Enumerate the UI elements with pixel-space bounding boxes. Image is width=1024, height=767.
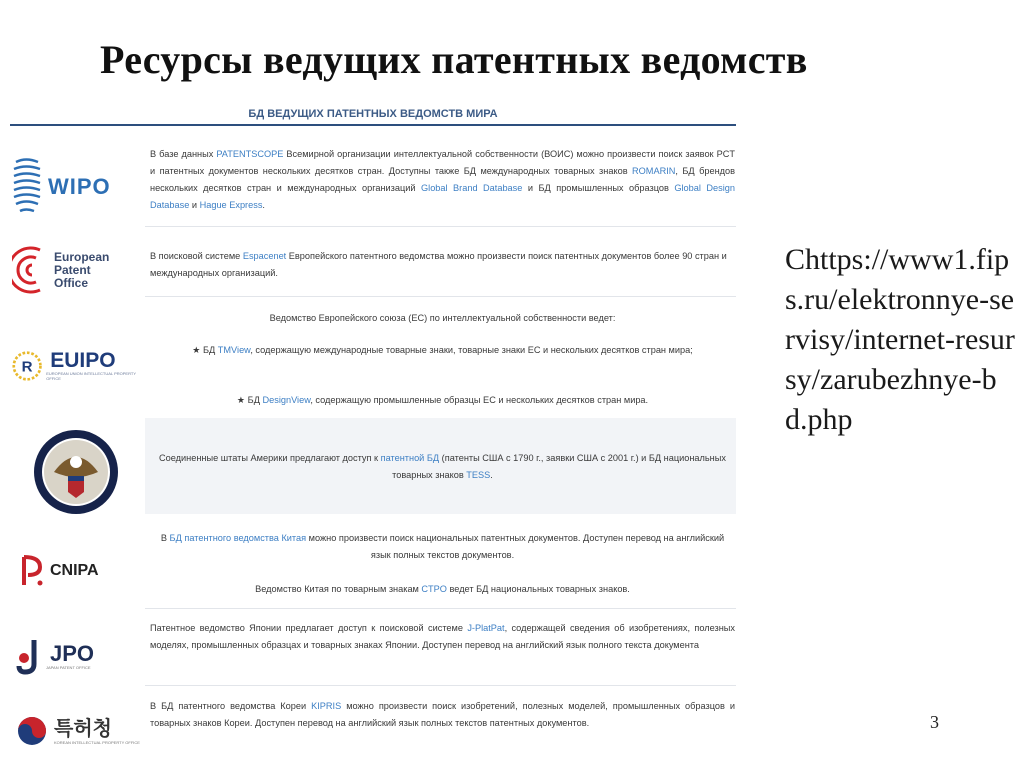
kipris-link[interactable]: KIPRIS [311, 701, 342, 711]
star-bullet-icon: ★ БД [236, 395, 263, 405]
patentscope-link[interactable]: PATENTSCOPE [216, 149, 284, 159]
epo-text-2: Европейского патентного ведомства можно произвести поиск патентных документов более 90 стран и международных организаций. [150, 251, 727, 278]
euipo-subtitle: EUROPEAN UNION INTELLECTUAL PROPERTY OFFICE [46, 371, 136, 381]
j-platpat-link[interactable]: J-PlatPat [467, 623, 505, 633]
kipo-emblem-icon [16, 715, 48, 747]
euipo-item-tmview [150, 342, 735, 359]
cnipa-tm-text-2: ведет БД национальных товарных знаков. [446, 584, 630, 594]
jpo-description [150, 620, 735, 654]
epo-logo [12, 238, 140, 302]
source-url[interactable]: Chttps://www1.fips.ru/elektronnye-servisy/internet-resursy/zarubezhnye-bd.php [785, 243, 1015, 436]
epo-word-2: Patent [54, 262, 91, 277]
euipo-wordmark: EUIPO [50, 349, 116, 372]
jpo-text-2: , содержащей сведения об изобретениях, полезных моделях, промышленных образцах и товарных знаках Японии. Доступен перевод на английский язык полного текста документа [150, 623, 735, 650]
euipo-intro: Ведомство Европейского союза (ЕС) по интеллектуальной собственности ведет: [269, 313, 616, 323]
uspto-description [150, 450, 735, 484]
epo-text-1: В поисковой системе [150, 251, 243, 261]
euipo-emblem-icon [12, 349, 42, 383]
espacenet-link[interactable]: Espacenet [242, 251, 287, 261]
svg-text:R: R [21, 358, 33, 376]
row-separator [145, 608, 736, 609]
kipo-text-2: можно произвести поиск изобретений, полезных моделей, промышленных образцов и товарных знаков Кореи. Доступен перевод на английский язык полных текстов патентных документов. [150, 701, 735, 728]
wipo-text-3: , БД брендов нескольких десятков стран и международных организаций [150, 166, 735, 193]
jpo-subtitle: JAPAN PATENT OFFICE [46, 664, 91, 670]
wipo-description [150, 146, 735, 214]
wipo-text-1: В базе данных [150, 149, 217, 159]
wipo-text-6: . [262, 200, 265, 210]
euipo-logo [12, 336, 140, 396]
cnipa-description [150, 530, 735, 564]
row-separator [145, 296, 736, 297]
global-design-database-link[interactable]: Global Design Database [150, 183, 735, 210]
cnipa-text-2: можно произвести поиск национальных патентных документов. Доступен перевод на английский язык полных текстов документов. [306, 533, 725, 560]
screenshot-header-rule [10, 124, 736, 126]
slide-title: Ресурсы ведущих патентных ведомств [100, 37, 808, 82]
uspto-seal-icon [32, 428, 120, 516]
cnipa-tm-text-1: Ведомство Китая по товарным знакам [255, 584, 422, 594]
wipo-text-2: Всемирной организации интеллектуальной собственности (ВОИС) можно произвести поиск заявок PCT и патентных документов нескольких десятков стран. Доступны также БД международных товарных знаков [150, 149, 735, 176]
cnipa-emblem-icon [20, 553, 46, 589]
uspto-text-2: (патенты США с 1790 г., заявки США с 2001 г.) и БД национальных товарных знаков [392, 453, 726, 480]
wipo-text-5: и [189, 200, 200, 210]
hague-express-link[interactable]: Hague Express [199, 200, 263, 210]
uspto-text-3: . [490, 470, 493, 480]
epo-word-1: European [54, 249, 110, 264]
euipo-item-designview [150, 392, 735, 409]
wipo-logo [12, 152, 140, 222]
designview-text: , содержащую промышленные образцы ЕС и нескольких десятков стран мира. [310, 395, 649, 405]
uspto-text-1: Соединенные штаты Америки предлагают доступ к [159, 453, 381, 463]
row-separator [145, 685, 736, 686]
wipo-text-4: и БД промышленных образцов [522, 183, 675, 193]
cnipa-logo [12, 546, 140, 596]
jpo-emblem-icon [16, 636, 46, 676]
epo-description [150, 248, 735, 282]
tmview-link[interactable]: TMView [217, 345, 251, 355]
jpo-logo [12, 628, 140, 684]
jpo-wordmark: JPO [50, 640, 95, 666]
epo-emblem-icon [12, 244, 48, 296]
kipo-wordmark: 특허청 [54, 717, 112, 740]
row-separator [145, 226, 736, 227]
kipo-logo [12, 704, 140, 758]
wipo-emblem-icon [12, 156, 42, 218]
wipo-wordmark: WIPO [48, 174, 111, 199]
screenshot-title: БД ВЕДУЩИХ ПАТЕНТНЫХ ВЕДОМСТВ МИРА [248, 108, 498, 120]
global-brand-database-link[interactable]: Global Brand Database [421, 183, 523, 193]
page-number: 3 [930, 712, 939, 732]
kipo-description [150, 698, 735, 732]
patent-offices-screenshot [0, 100, 745, 767]
jpo-text-1: Патентное ведомство Японии предлагает доступ к поисковой системе [150, 623, 468, 633]
epo-word-3: Office [54, 275, 89, 290]
epo-wordmark [54, 251, 109, 290]
kipo-subtitle: KOREAN INTELLECTUAL PROPERTY OFFICE [54, 739, 140, 745]
ctpo-link[interactable]: CTPO [421, 584, 447, 594]
tmview-text: , содержащую международные товарные знаки, товарные знаки ЕС и нескольких десятков стран мира; [250, 345, 693, 355]
cnipa-text-1: В [160, 533, 170, 543]
cnipa-wordmark: CNIPA [50, 562, 99, 579]
tess-link[interactable]: TESS [466, 470, 491, 480]
cnipa-trademark-description [150, 581, 735, 598]
uspto-logo [12, 428, 140, 516]
kipo-text-1: В БД патентного ведомства Кореи [150, 701, 312, 711]
uspto-patent-db-link[interactable]: патентной БД [380, 453, 440, 463]
star-bullet-icon: ★ БД [192, 345, 218, 355]
cnipa-patent-db-link[interactable]: БД патентного ведомства Китая [169, 533, 307, 543]
designview-link[interactable]: DesignView [262, 395, 311, 405]
romarin-link[interactable]: ROMARIN [632, 166, 676, 176]
